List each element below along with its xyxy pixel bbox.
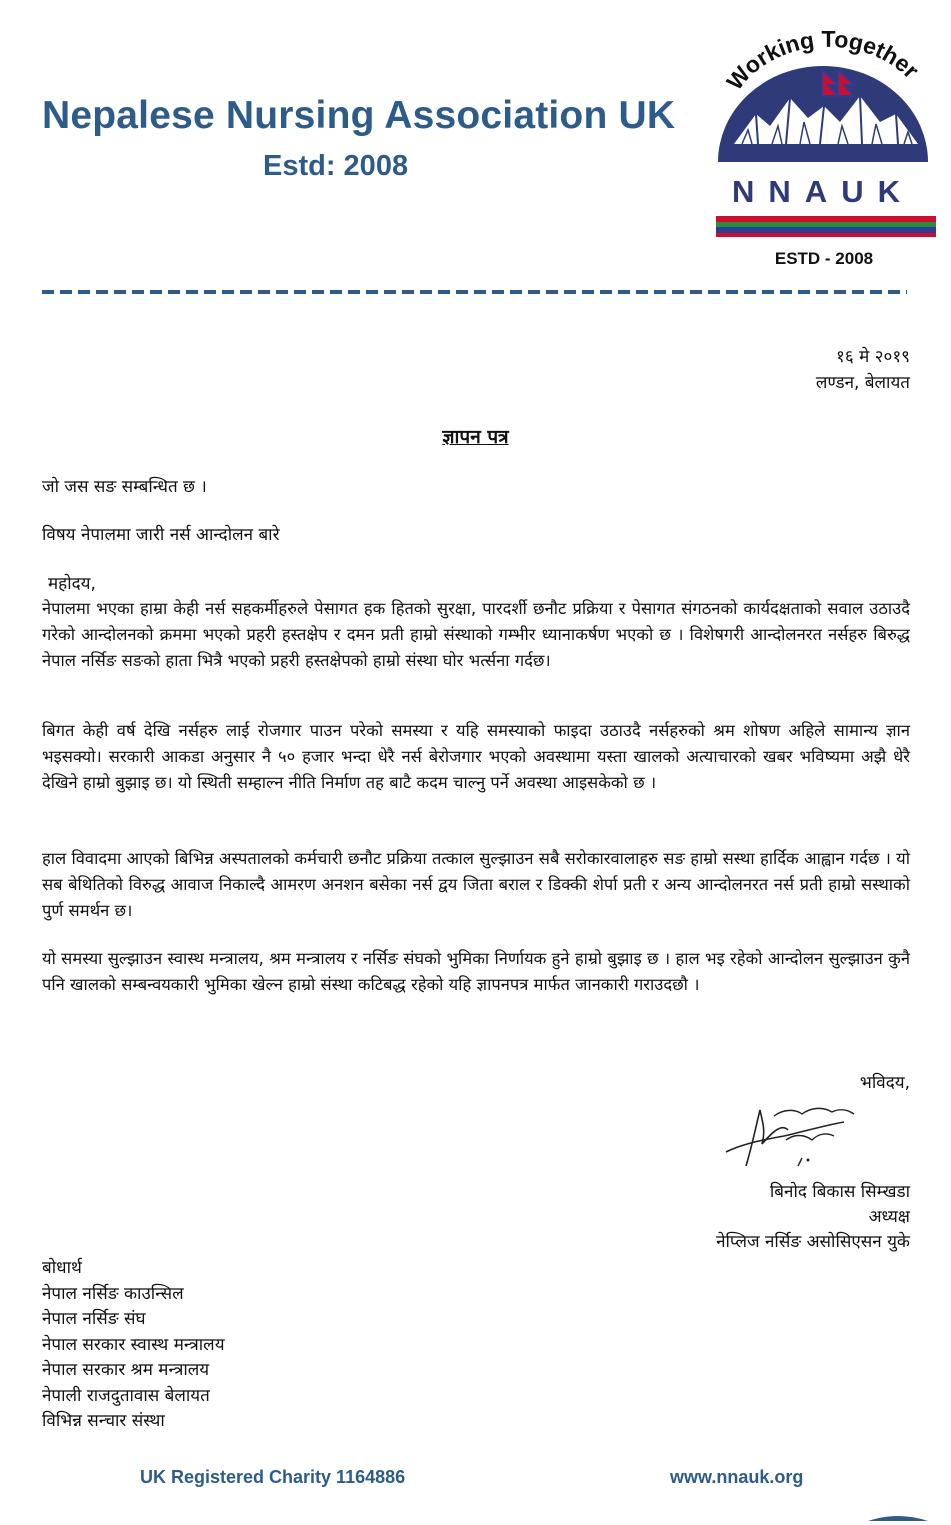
- cc-heading: बोधार्थ: [42, 1258, 82, 1278]
- body-paragraph-4: यो समस्या सुल्झाउन स्वास्थ मन्त्रालय, श्रम मन्त्रालय र नर्सिङ संघको भुमिका निर्णायक हुने हाम्रो बुझाइ छ । हाल भइ रहेको आन्दोलन सुल्झाउन कुनै पनि खालको सम्बन्वयकारी भुमिका खेल्न हाम्रो संस्था कटिबद्ध रहेको यहि ज्ञापनपत्र मार्फत जानकारी गराउदछौ ।: [42, 949, 910, 994]
- subject-line: विषय नेपालमा जारी नर्स आन्दोलन बारे: [42, 525, 280, 545]
- organization-established: Estd: 2008: [263, 150, 409, 182]
- organization-name: Nepalese Nursing Association UK: [42, 94, 676, 137]
- footer-website: www.nnauk.org: [670, 1467, 804, 1487]
- signer-name: बिनोद बिकास सिम्खडा: [769, 1182, 910, 1202]
- cc-item: नेपाल नर्सिङ संघ: [42, 1309, 146, 1329]
- logo-acronym: NNAUK: [732, 174, 914, 209]
- logo-estd: ESTD - 2008: [774, 249, 874, 268]
- nnauk-logo: [712, 26, 940, 276]
- closing: भविदय,: [859, 1073, 910, 1093]
- cc-list: [42, 1256, 225, 1435]
- body-paragraph-2: बिगत केही वर्ष देखि नर्सहरु लाई रोजगार पाउन परेको समस्या र यहि समस्याको फाइदा उठाउदै नर्सहरुको श्रम शोषण अहिले सामान्य ज्ञान भइसक्यो। सरकारी आकडा अनुसार नै ५० हजार भन्दा धेरै नर्स बेरोजगार भएको अवस्थामा यस्ता खालको अत्याचारको खबर भविष्यमा अझै धेरै देखिने हाम्रो बुझाइ छ। यो स्थिती सम्हाल्न नीति निर्माण तह बाटै कदम चाल्नु पर्ने अवस्था आइसकेको छ ।: [42, 721, 910, 792]
- cc-item: नेपाल सरकार श्रम मन्त्रालय: [42, 1360, 210, 1380]
- greeting: महोदय,: [48, 574, 96, 594]
- body-paragraph-1: नेपालमा भएका हाम्रा केही नर्स सहकर्मीहरुले पेसागत हक हितको सुरक्षा, पारदर्शी छनौट प्रक्रिया र पेसागत संगठनको कार्यदक्षताको सवाल उठाउदै गरेको आन्दोलनको क्रममा भएको प्रहरी हस्तक्षेप र दमन प्रती हाम्रो संस्थाको गम्भीर ध्यानाकर्षण भएको छ । विशेषगरी आन्दोलनरत नर्सहरु बिरुद्ध नेपाल नर्सिङ सङको हाता भित्रै भएको प्रहरी हस्तक्षेपको हाम्रो संस्था घोर भर्त्सना गर्दछ।: [42, 599, 910, 670]
- salutation: जो जस सङ सम्बन्धित छ ।: [42, 477, 207, 497]
- signer-organization: नेप्लिज नर्सिङ असोसिएसन युके: [716, 1232, 910, 1252]
- header-divider: [42, 278, 907, 302]
- letter-place: लण्डन, बेलायत: [815, 373, 910, 393]
- cc-item: नेपाली राजदुतावास बेलायत: [42, 1385, 210, 1406]
- corner-decoration: [868, 1506, 928, 1513]
- logo-arc-text: Working Together: [721, 26, 925, 95]
- footer-charity-number: UK Registered Charity 1164886: [140, 1467, 406, 1487]
- cc-item: विभिन्न सन्चार संस्था: [42, 1411, 165, 1431]
- signer-title: अध्यक्ष: [868, 1207, 910, 1227]
- cc-item: नेपाल सरकार स्वास्थ मन्त्रालय: [42, 1334, 225, 1355]
- handwritten-signature: [722, 1096, 862, 1174]
- signer-block: [716, 1180, 910, 1255]
- body-paragraph-3: हाल विवादमा आएको बिभिन्न अस्पतालको कर्मचारी छनौट प्रक्रिया तत्काल सुल्झाउन सबै सरोकारवालाहरु सङ हाम्रो सस्था हार्दिक आह्वान गर्दछ । यो सब बेथितिको विरुद्ध आवाज निकाल्दै आमरण अनशन बसेका नर्स द्वय जिता बराल र डिक्की शेर्पा प्रती र अन्य आन्दोलनरत नर्स प्रती हाम्रो सस्थाको पुर्ण समर्थन छ।: [42, 849, 910, 920]
- letter-date: १६ मे २०१९: [835, 347, 910, 367]
- document-title: ज्ञापन पत्र: [442, 426, 509, 448]
- letter-date-place: [816, 344, 910, 396]
- cc-item: नेपाल नर्सिङ काउन्सिल: [42, 1283, 184, 1304]
